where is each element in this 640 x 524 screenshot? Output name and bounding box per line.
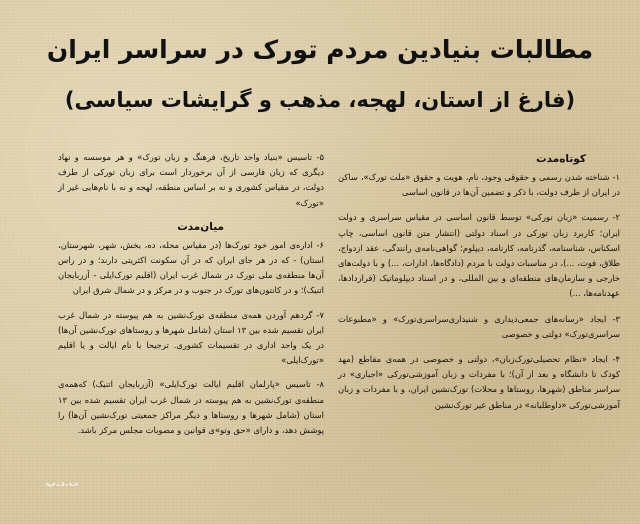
page-title: مطالبات بنیادین مردم تورک در سراسر ایران: [46, 35, 594, 64]
short-term-column: [338, 152, 620, 423]
demand-item: ۵- تاسیس «بنیاد واحد تاریخ، فرهنگ و زبان تورک» و هر موسسه و نهاد دیگری که زبان فارسی از آن برخوردار است برای زبان تورکی از طرف دولت، در مقیاس کشوری و نه بر اساس منطقه، لهجه و نه با نام‌هایی غیر از «تورک»: [58, 152, 324, 208]
watermark-signature: ت.د.پ: [46, 478, 79, 489]
short-term-heading: کوتاه‌مدت: [536, 153, 586, 165]
demand-item: ۲- رسمیت «زبان تورکی» توسط قانون اساسی در مقیاس سراسری و دولت ایران؛ کاربرد زبان تورکی در اسناد دولتی (انتشار متن قانون اساسی، چاپ اسکناس، شناسنامه، گذرنامه، کارنامه، دیپلوم؛ گواهی‌نامه‌ی رانندگی، عقد ازدواج، طلاق، فوت، ...)، در مناسبات دولت با مردم (دادگاه‌ها، ادارات، ...) و با دولت‌های خارجی و سازمان‌های منطقه‌ای و بین المللی، و در اسناد دیپلوماتیک (قراردادها، عهدنامه‌ها، ...): [338, 212, 620, 299]
demand-item: ۸- تاسیس «پارلمان اقلیم ایالت تورک‌ایلی» (آزربایجان اتنیک) که‌همه‌ی منطقه‌ی تورک‌نشین به هم پیوسته در شمال غرب ایران تقسیم شده بین ۱۳ استان (شامل شهرها و روستاها و دیگر مراکز جمعیتی تورک‌نشین آن‌ها) را پوشش دهد، و دارای «حق وتو»ی قوانین و مصوبات مجلس مرکز باشد.: [58, 379, 324, 436]
demand-item: ۴- ایجاد «نظام تحصیلی‌تورک‌زبان»، دولتی و خصوصی در همه‌ی مقاطع (مهد کودک تا دانشگاه و بعد از آن)؛ با مفردات و زبان آموزشی‌تورکی «اجباری» در سراسر مناطق (شهرها، روستاها و محلات) تورک‌نشین ایران، و با مفردات و زبان آموزشی‌تورکی «داوطلبانه» در مناطق غیر تورک‌نشین: [338, 354, 620, 410]
page-subtitle: (فارغ از استان، لهجه، مذهب و گرایشات سیاسی): [64, 88, 576, 112]
mid-term-column: [58, 150, 324, 447]
mid-term-heading: میان‌مدت: [177, 220, 224, 233]
demand-item: ۱- شناخته شدن رسمی و حقوقی وجود، نام، هویت و حقوق «ملت تورک»، ساکن در ایران از طرف دولت، با ذکر و تضمین آن‌ها در قانون اساسی: [338, 172, 620, 198]
demand-item: ۷- گردهم آوردن همه‌ی منطقه‌ی تورک‌نشین به هم پیوسته در شمال غرب ایران تقسیم شده بین ۱۳ استان (شامل شهرها و روستاهای تورک‌نشین آن‌ها) در یک واحد اداری در تقسیمات کشوری. ترجیحا با نام ایالت و یا اقلیم «تورک‌ایلی»: [58, 309, 324, 366]
demand-item: ۳- ایجاد «رسانه‌های جمعی‌دیداری و شنیداری‌سراسری‌تورک» و «مطبوعات سراسری‌تورک» دولتی و خصوصی: [338, 313, 620, 339]
demand-item: ۶- اداره‌ی امور خود تورک‌ها (در مقیاس محله، ده، بخش، شهر، شهرستان، استان) - که در هر جای ایران که در آن سکونت اکثریتی دارند؛ و در راس آن‌ها منطقه‌ی ملی تورک در شمال غرب ایران (اقلیم تورک‌ایلی - آزربایجان اتنیک)؛ و در کانتون‌های تورک در جنوب و در مرکز و در شمال شرق ایران: [58, 239, 324, 296]
